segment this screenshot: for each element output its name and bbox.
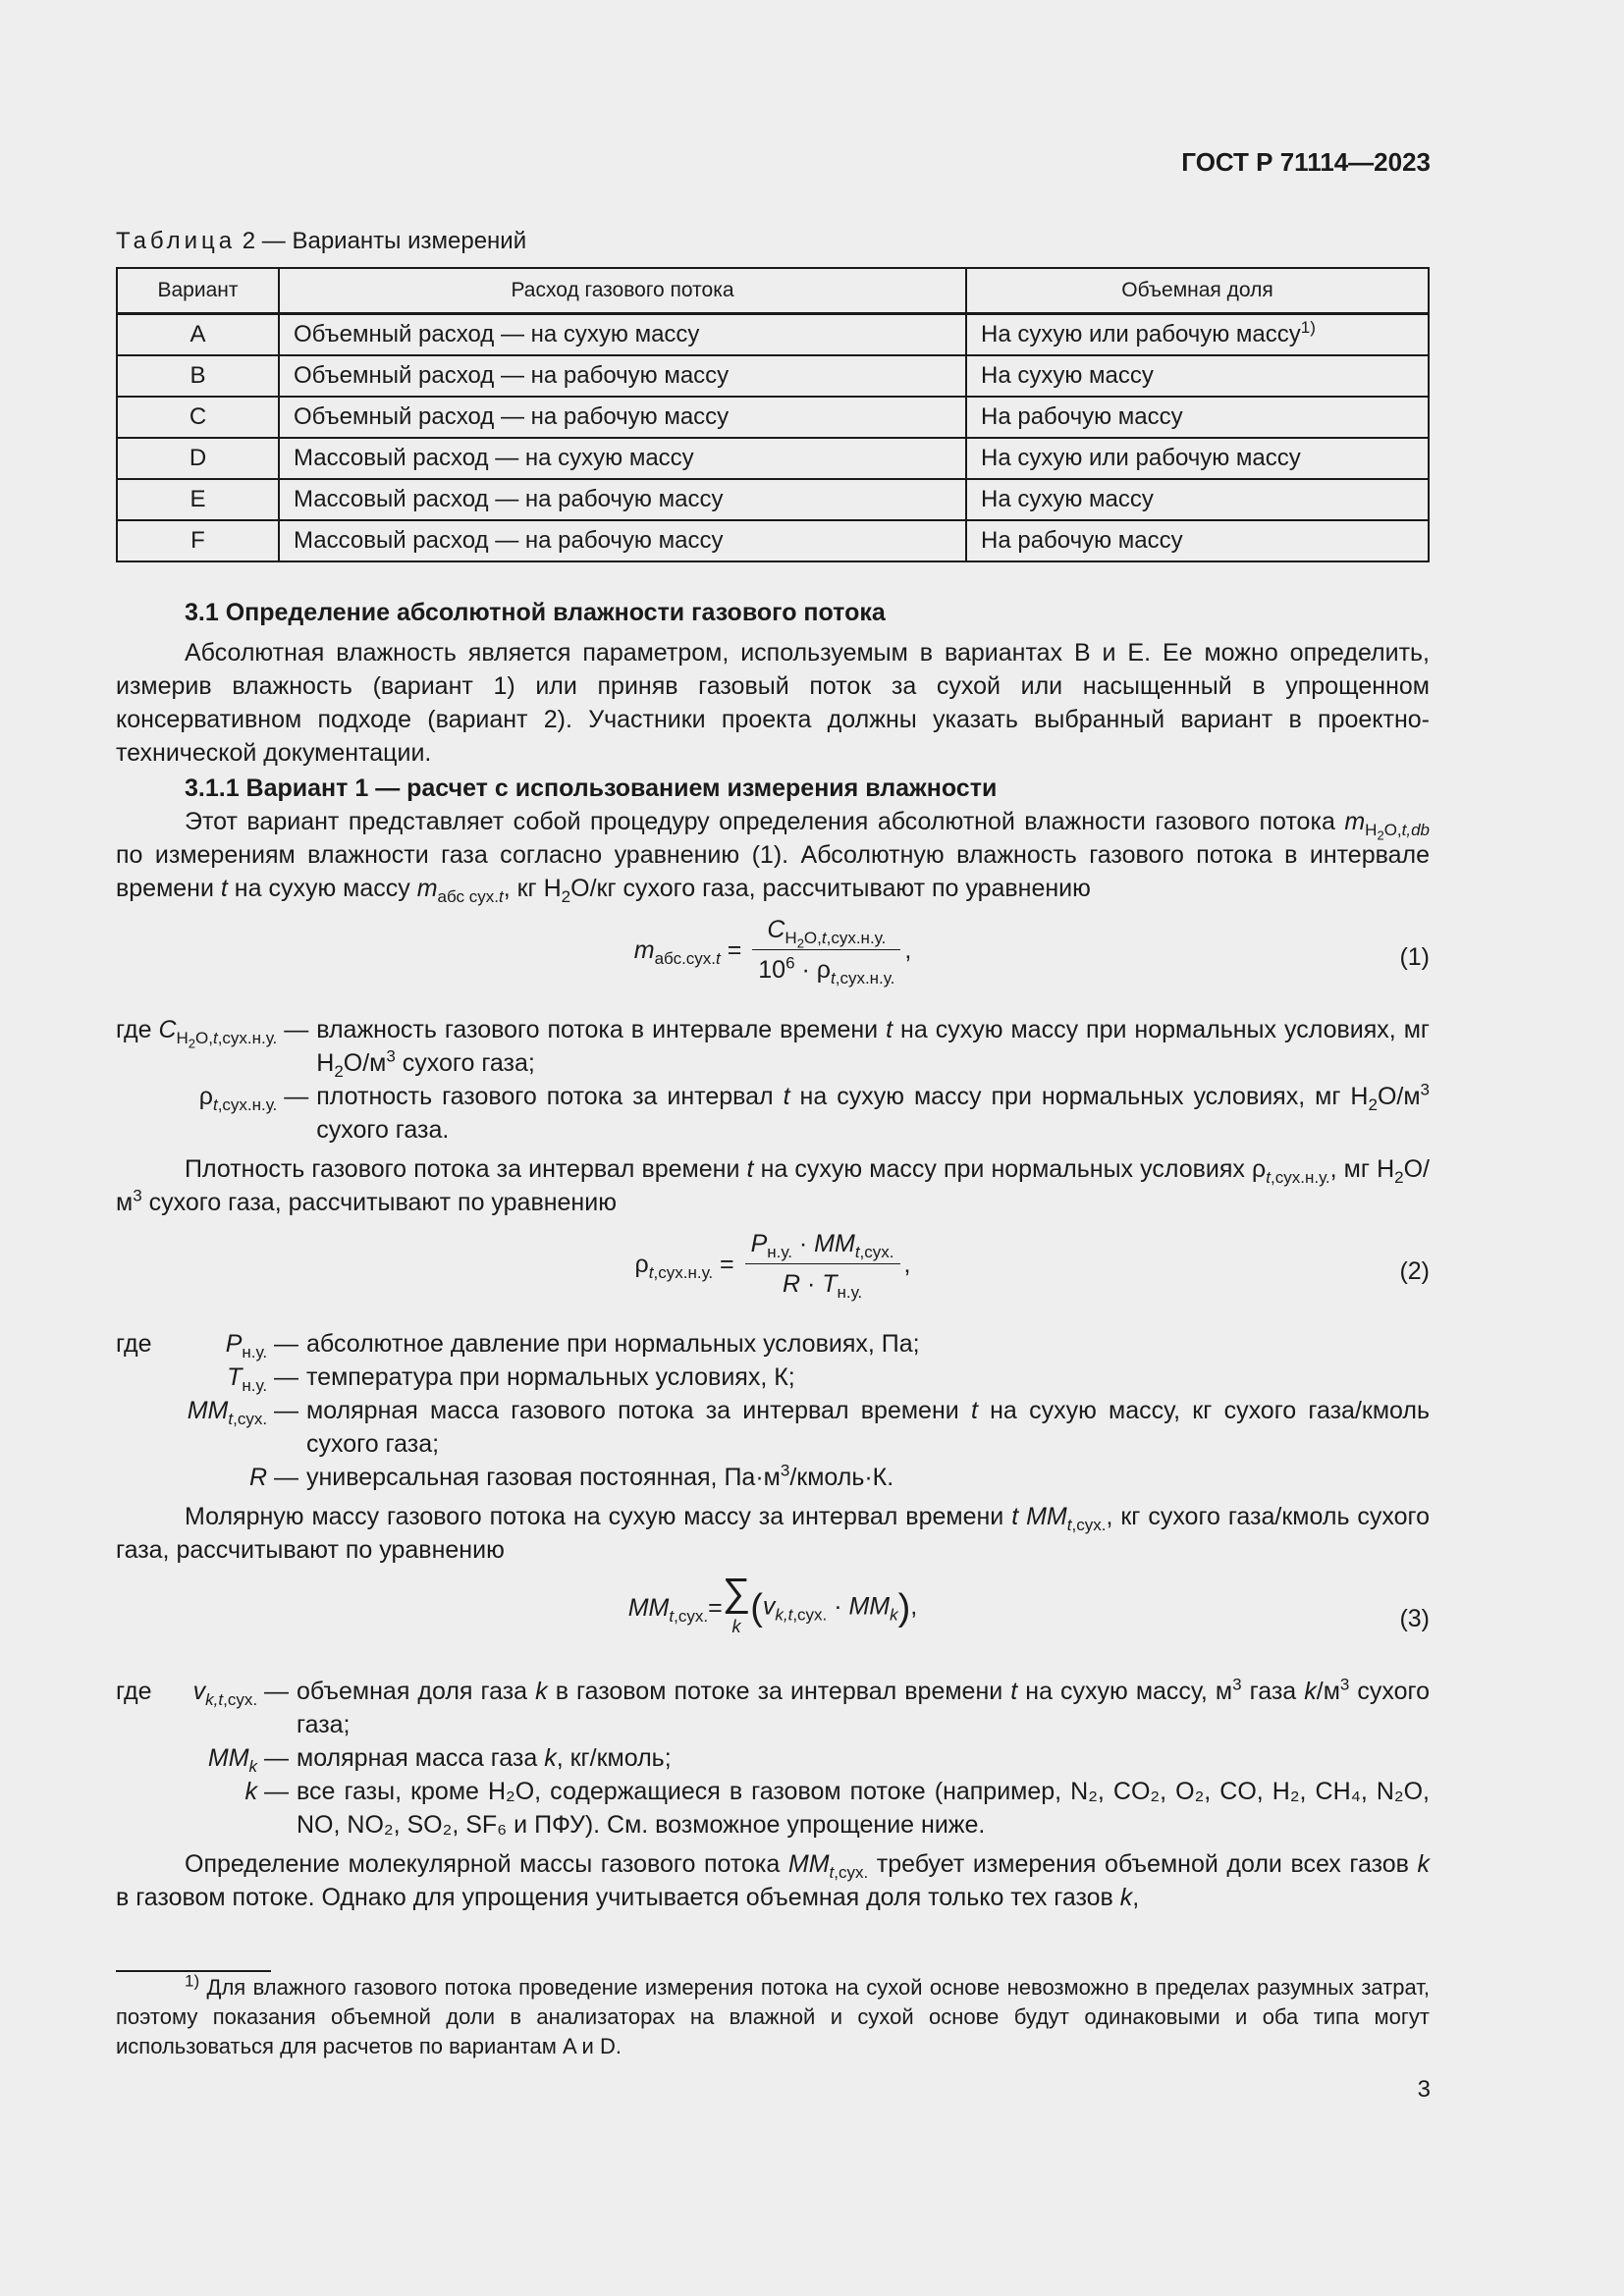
table-row [117, 520, 1429, 561]
definitions-list: где $C_{H_2O,t,сух.н.у.}$ — влажность газового потока в интервале времени t на сухую массу при нормальных условиях, мг $H_2O/м^3$ сухого газа; $\rho_{t,сух.н.у.}$ — плотность газового потока за интервал t на сухую массу при нормальных условиях, мг $H_2O/м^3$ сухого газа. [116, 1016, 1431, 1144]
table-cell: B [117, 355, 279, 397]
section-body [116, 595, 1430, 1914]
definitions-list: где $v_{k,t,сух.}$ — объемная доля газа k в газовом потоке за интервал времени t на сухую массу, $м^3$ газа $k/м^3$ сухого газа; $MM_k$ — молярная масса газа k, кг/кмоль; k — все газы, кроме H₂O, содержащиеся в газовом потоке (например, N₂, CO₂, O₂, CO, H₂, CH₄, N₂O, NO, NO₂, SO₂, SF₆ и ПФУ). См. возможное упрощение ниже. [116, 1675, 1431, 1839]
subsection-title: 3.1.1 Вариант 1 — расчет с использованием измерения влажности [185, 774, 998, 802]
table-caption: Таблица 2 — Варианты измерений [116, 228, 527, 254]
table-cell: На рабочую массу [966, 520, 1429, 561]
table-cell: На сухую или рабочую массу [966, 438, 1429, 479]
table-row [117, 479, 1429, 520]
col-header-variant: Вариант [117, 268, 279, 314]
table-cell: C [117, 397, 279, 438]
table-cell: Массовый расход — на рабочую массу [279, 479, 966, 520]
equation-1: $m_{абс.сух.t}$ = $\frac{C_{H_2O,t,сух.н.у.}}{10^6 \cdot \rho_{t,сух.н.у.}}$ , (1) [116, 913, 1430, 1003]
equation-number: (1) [1399, 943, 1430, 971]
paragraph: Абсолютная влажность является параметром, используемым в вариантах B и E. Ее можно определить, измерив влажность (вариант 1) или приняв газовый поток за сухой или насыщенный в упрощенном консервативном подходе (вариант 2). Участники проекта должны указать выбранный вариант в проектно-технической документации. [116, 639, 1430, 767]
variants-table [116, 267, 1430, 562]
table-row [117, 314, 1429, 356]
equation-number: (3) [1399, 1605, 1430, 1632]
footnote: $^{1)}$ Для влажного газового потока проведение измерения потока на сухой основе невозможно в пределах разумных затрат, поэтому показания объемной доли в анализаторах на влажной и сухой основе будут одинаковыми и оба типа могут использоваться для расчетов по вариантам A и D. [116, 1971, 1430, 2058]
table-cell: Массовый расход — на сухую массу [279, 438, 966, 479]
table-cell: Массовый расход — на рабочую массу [279, 520, 966, 561]
paragraph: Молярную массу газового потока на сухую массу за интервал времени t $MM_{t,сух.}$, кг сухого газа/кмоль сухого газа, рассчитывают по уравнению [116, 1503, 1431, 1564]
table-cell: На сухую массу [966, 479, 1429, 520]
paragraph: Этот вариант представляет собой процедуру определения абсолютной влажности газового потока $m_{H_2O,t,db}$ по измерениям влажности газа согласно уравнению (1). Абсолютную влажность газового потока в интервале времени t на сухую массу $m_{абс сух.t}$, кг $H_2O/кг$ сухого газа, рассчитывают по уравнению [116, 808, 1430, 906]
table-cell: E [117, 479, 279, 520]
table-row [117, 355, 1429, 397]
table-row [117, 438, 1429, 479]
table-cell: A [117, 314, 279, 356]
col-header-flow: Расход газового потока [279, 268, 966, 314]
table-cell: На сухую или рабочую массу$^{1)}$ [966, 314, 1429, 356]
table-cell: На сухую массу [966, 355, 1429, 397]
table-cell: Объемный расход — на сухую массу [279, 314, 966, 356]
page-number: 3 [1417, 2076, 1431, 2103]
table-cell: D [117, 438, 279, 479]
section-title: 3.1 Определение абсолютной влажности газового потока [185, 599, 886, 626]
table-cell: Объемный расход — на рабочую массу [279, 355, 966, 397]
table-cell: F [117, 520, 279, 561]
definitions-list: где $P_{н.у.}$ — абсолютное давление при нормальных условиях, Па; $T_{н.у.}$ — температура при нормальных условиях, К; $MM_{t,сух.}$ — молярная масса газового потока за интервал времени t на сухую массу, кг сухого газа/кмоль сухого газа; R — универсальная газовая постоянная, $Па\cdot м^3/кмоль\cdot К$. [116, 1330, 1430, 1491]
table-cell: Объемный расход — на рабочую массу [279, 397, 966, 438]
footnote-ref: 1) [1300, 318, 1316, 337]
table-header-row [117, 268, 1429, 314]
standard-header: ГОСТ Р 71114—2023 [1181, 147, 1431, 177]
table-cell: На рабочую массу [966, 397, 1429, 438]
paragraph: Определение молекулярной массы газового потока $MM_{t,сух.}$ требует измерения объемной доли всех газов k в газовом потоке. Однако для упрощения учитывается объемная доля только тех газов k, [116, 1850, 1430, 1911]
equation-3: $MM_{t,сух.}=\sum$ k $(v_{k,t,сух.} \cdot MM_k)$, (3) [627, 1571, 1430, 1636]
paragraph: Плотность газового потока за интервал времени t на сухую массу при нормальных условиях $\rho_{t,сух.н.у.}$, мг $H_2O/м^3$ сухого газа, рассчитывают по уравнению [116, 1155, 1430, 1216]
equation-number: (2) [1399, 1257, 1430, 1285]
col-header-fraction: Объемная доля [966, 268, 1429, 314]
equation-2: $\rho_{t,сух.н.у.}$ = $\frac{P_{н.у.} \cdot MM_{t,сух.}}{R \cdot T_{н.у.}}$ , (2) [116, 1227, 1430, 1317]
table-row [117, 397, 1429, 438]
